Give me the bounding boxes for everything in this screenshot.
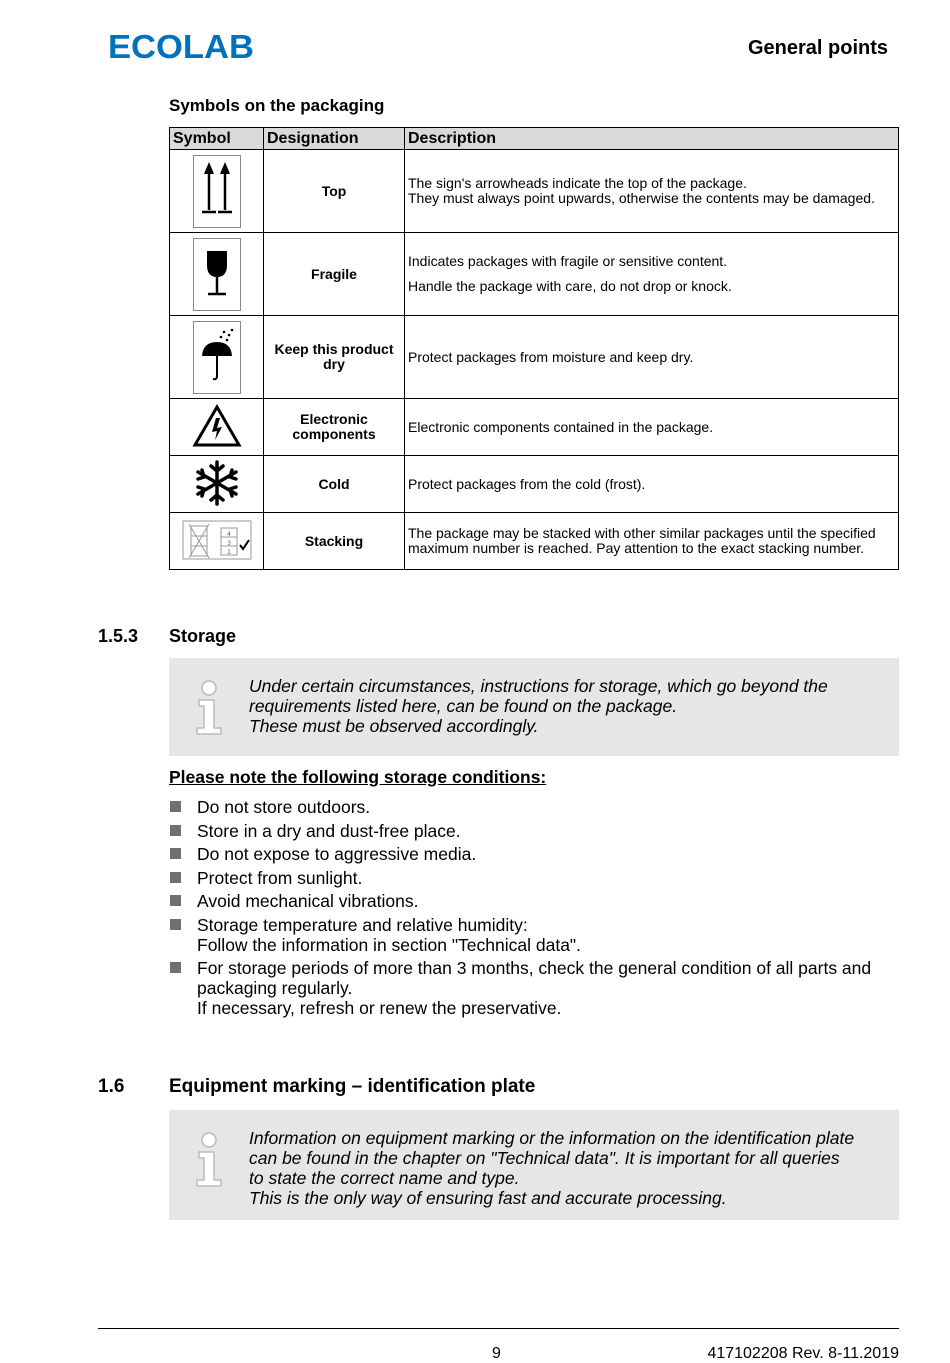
designation-cell: Stacking	[264, 513, 405, 570]
list-item: Do not store outdoors.	[169, 797, 879, 817]
table-row	[170, 316, 899, 399]
svg-text:1: 1	[226, 548, 231, 556]
description-cell: The package may be stacked with other similar packages until the specified maximum number is reached. Pay attention to the exact stacking number.	[405, 513, 899, 570]
list-item: Do not expose to aggressive media.	[169, 844, 879, 864]
svg-text:3: 3	[226, 539, 231, 547]
page-number: 9	[492, 1345, 501, 1362]
column-header-designation: Designation	[264, 128, 405, 150]
fragile-glass-icon	[193, 238, 241, 311]
designation-cell: Keep this product dry	[264, 316, 405, 399]
page-header-title: General points	[747, 37, 888, 59]
section-number-marking: 1.6	[98, 1076, 125, 1097]
designation-cell: Top	[264, 150, 405, 233]
bullet-icon	[170, 848, 181, 859]
description-cell: Protect packages from the cold (frost).	[405, 456, 899, 513]
bullet-icon	[170, 962, 181, 973]
table-row	[170, 150, 899, 233]
list-item: Storage temperature and relative humidity: Follow the information in section "Technical data".	[169, 915, 879, 955]
description-cell: Electronic components contained in the package.	[405, 399, 899, 456]
svg-text:ECOLAB: ECOLAB	[108, 30, 254, 62]
table-row	[170, 233, 899, 316]
storage-conditions-heading: Please note the following storage conditions:	[169, 767, 547, 787]
description-cell: The sign's arrowheads indicate the top of the package. They must always point upwards, otherwise the contents may be damaged.	[405, 150, 899, 233]
marking-info-box	[169, 1110, 899, 1220]
packaging-symbols-table	[169, 127, 899, 570]
bullet-icon	[170, 825, 181, 836]
table-row	[170, 513, 899, 570]
list-item: For storage periods of more than 3 months, check the general condition of all parts and packaging regularly. If necessary, refresh or renew the preservative.	[169, 958, 879, 1018]
column-header-description: Description	[405, 128, 899, 150]
description-cell: Indicates packages with fragile or sensitive content. Handle the package with care, do not drop or knock.	[405, 233, 899, 316]
bullet-icon	[170, 919, 181, 930]
electric-warning-icon	[192, 403, 242, 449]
umbrella-rain-icon	[193, 321, 241, 394]
ecolab-logo	[108, 30, 258, 62]
table-header-row	[170, 128, 899, 150]
designation-cell: Fragile	[264, 233, 405, 316]
description-cell: Protect packages from moisture and keep dry.	[405, 316, 899, 399]
designation-cell: Electronic components	[264, 399, 405, 456]
bullet-icon	[170, 801, 181, 812]
designation-cell: Cold	[264, 456, 405, 513]
document-reference: 417102208 Rev. 8-11.2019	[707, 1345, 899, 1362]
bullet-icon	[170, 895, 181, 906]
storage-info-text: Under certain circumstances, instructions for storage, which go beyond the requirements listed here, can be found on the package.	[249, 676, 828, 716]
storage-info-box	[169, 658, 899, 756]
marking-info-text: This is the only way of ensuring fast and accurate processing.	[249, 1188, 727, 1208]
table-row	[170, 456, 899, 513]
storage-info-text: These must be observed accordingly.	[249, 716, 539, 736]
section-title-marking: Equipment marking – identification plate	[169, 1076, 536, 1097]
stacking-icon	[181, 518, 253, 562]
list-item: Protect from sunlight.	[169, 868, 879, 888]
section-title-storage: Storage	[169, 626, 237, 646]
table-row	[170, 399, 899, 456]
svg-text:4: 4	[226, 530, 231, 538]
footer-divider	[98, 1328, 899, 1329]
arrows-up-icon	[193, 155, 241, 228]
info-icon	[193, 1132, 225, 1188]
list-item: Avoid mechanical vibrations.	[169, 891, 879, 911]
bullet-icon	[170, 872, 181, 883]
section-number-storage: 1.5.3	[98, 626, 139, 646]
marking-info-text: Information on equipment marking or the information on the identification plate can be found in the chapter on "Technical data". It is important for all queries to state the correct name and type.	[249, 1128, 855, 1188]
storage-conditions-list	[169, 797, 879, 1022]
snowflake-icon	[192, 459, 242, 507]
list-item: Store in a dry and dust-free place.	[169, 821, 879, 841]
packaging-symbols-title: Symbols on the packaging	[169, 96, 385, 115]
info-icon	[193, 680, 225, 736]
column-header-symbol: Symbol	[170, 128, 264, 150]
